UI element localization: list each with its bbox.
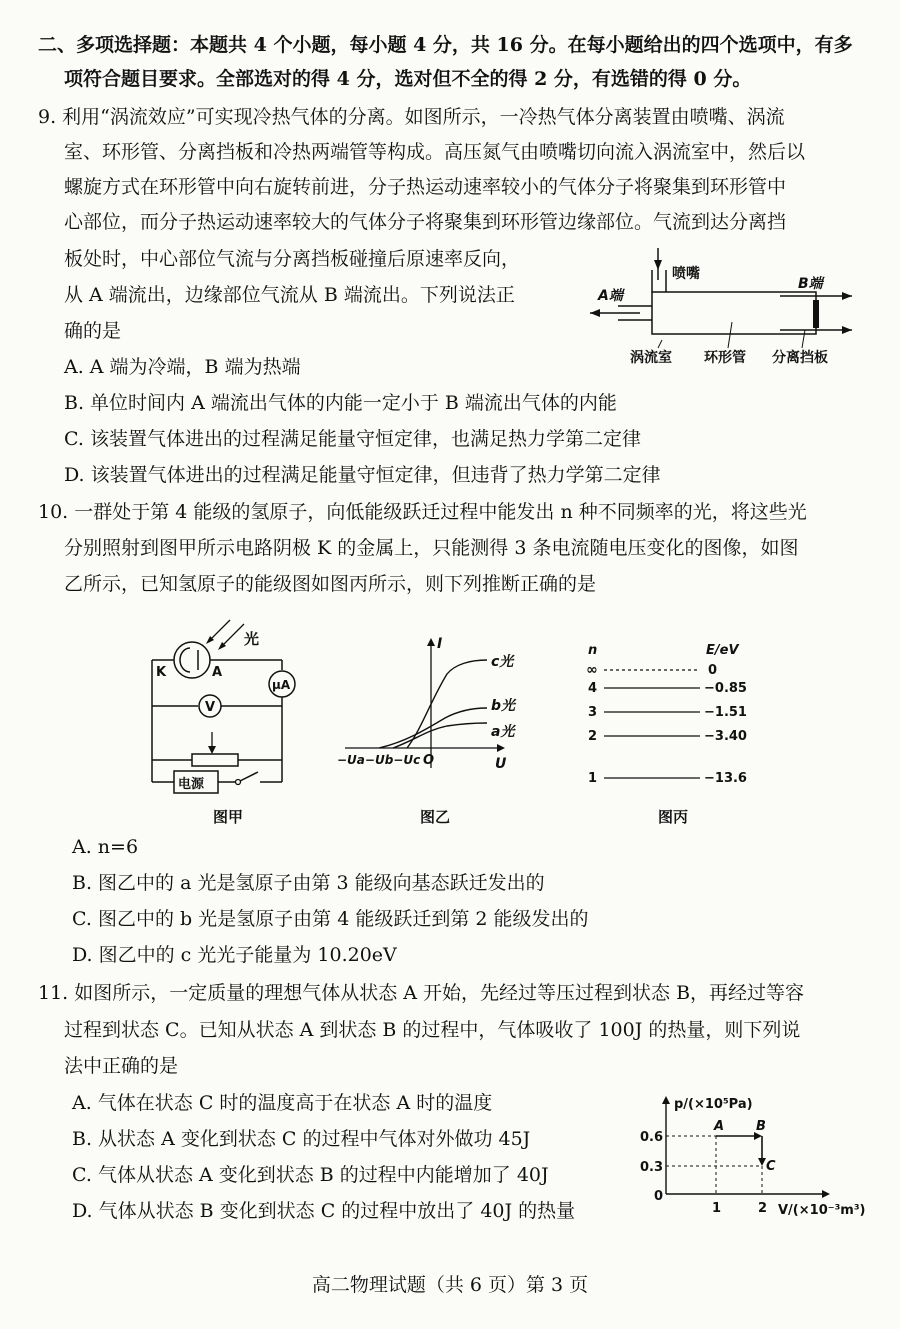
page-footer: 高二物理试题（共 6 页）第 3 页 <box>311 1274 589 1296</box>
level-n-header: n <box>588 643 598 658</box>
origin-label: O <box>423 753 435 768</box>
nozzle-label: 喷嘴 <box>672 266 700 282</box>
vortex-tube-figure <box>580 240 870 370</box>
microammeter-label: μA <box>272 678 291 692</box>
level-1-n: 1 <box>588 771 598 786</box>
q10-option-d: D. 图乙中的 c 光光子能量为 10.20eV <box>72 944 397 966</box>
q9-option-a: A. A 端为冷端，B 端为热端 <box>64 356 301 378</box>
q10-option-c: C. 图乙中的 b 光是氢原子由第 4 能级跃迁到第 2 能级发出的 <box>72 908 589 930</box>
q10-line-3: 乙所示，已知氢原子的能级图如图丙所示，则下列推断正确的是 <box>64 573 597 595</box>
baffle-label: 分离挡板 <box>772 350 828 366</box>
level-1-e: −13.6 <box>704 771 747 786</box>
q11-option-b: B. 从状态 A 变化到状态 C 的过程中气体对外做功 45J <box>72 1128 531 1150</box>
cathode-k-label: K <box>156 665 167 680</box>
v-tick-1: 1 <box>712 1201 722 1216</box>
level-4-n: 4 <box>588 681 598 696</box>
section-header-line2: 项符合题目要求。全部选对的得 4 分，选对但不全的得 2 分，有选错的得 0 分。 <box>64 68 752 90</box>
a-end-label: A端 <box>598 288 623 304</box>
curve-c-label: c光 <box>491 654 514 670</box>
q11-option-d: D. 气体从状态 B 变化到状态 C 的过程中放出了 40J 的热量 <box>72 1200 576 1222</box>
q10-line-2: 分别照射到图甲所示电路阴极 K 的金属上，只能测得 3 条电流随电压变化的图像，如图 <box>64 537 799 559</box>
q9-option-d: D. 该装置气体进出的过程满足能量守恒定律，但违背了热力学第二定律 <box>64 464 661 486</box>
state-c-label: C <box>766 1159 776 1174</box>
axis-u-label: U <box>495 756 507 772</box>
v-tick-2: 2 <box>758 1201 768 1216</box>
p-tick-06: 0.6 <box>640 1130 664 1145</box>
voltmeter-label: V <box>205 700 216 715</box>
level-4-e: −0.85 <box>704 681 747 696</box>
level-3-e: −1.51 <box>704 705 747 720</box>
level-inf-e: 0 <box>708 663 718 678</box>
q10-line-1: 10. 一群处于第 4 能级的氢原子，向低能级跃迁过程中能发出 n 种不同频率的光，将这些光 <box>38 501 807 523</box>
energy-level-figure <box>580 640 760 790</box>
figure-yi-caption: 图乙 <box>420 808 451 826</box>
curve-a-label: a光 <box>491 724 515 740</box>
curve-b <box>379 708 487 748</box>
q9-line-2: 室、环形管、分离挡板和冷热两端管等构成。高压氮气由喷嘴切向流入涡流室中，然后以 <box>64 141 806 163</box>
ring-tube-label: 环形管 <box>704 350 746 366</box>
q11-line-2: 过程到状态 C。已知从状态 A 到状态 B 的过程中，气体吸收了 100J 的热量，则下列说 <box>64 1019 801 1041</box>
p-axis-label: p/(×10⁵Pa) <box>674 1097 753 1112</box>
level-2-n: 2 <box>588 729 598 744</box>
q9-line-1: 9. 利用“涡流效应”可实现冷热气体的分离。如图所示，一冷热气体分离装置由喷嘴、涡流 <box>38 106 785 128</box>
b-end-label: B端 <box>798 276 823 292</box>
origin-zero-label: 0 <box>654 1189 664 1204</box>
state-a-label: A <box>714 1119 725 1134</box>
v-axis-label: V/(×10⁻³m³) <box>778 1203 866 1218</box>
level-inf-n: ∞ <box>586 662 598 678</box>
q9-line-4: 心部位，而分子热运动速率较大的气体分子将聚集到环形管边缘部位。气流到达分离挡 <box>64 211 787 233</box>
q9-option-c: C. 该装置气体进出的过程满足能量守恒定律，也满足热力学第二定律 <box>64 428 641 450</box>
curve-b-label: b光 <box>491 698 516 714</box>
circuit-figure <box>140 610 310 800</box>
q9-line-6: 从 A 端流出，边缘部位气流从 B 端流出。下列说法正 <box>64 284 515 306</box>
pv-graph-figure <box>640 1090 870 1220</box>
p-tick-03: 0.3 <box>640 1160 664 1175</box>
q11-line-3: 法中正确的是 <box>64 1055 179 1077</box>
q9-line-3: 螺旋方式在环形管中向右旋转前进，分子热运动速率较小的气体分子将聚集到环形管中 <box>64 176 787 198</box>
anode-a-label: A <box>212 665 223 680</box>
level-2-e: −3.40 <box>704 729 747 744</box>
q11-option-a: A. 气体在状态 C 时的温度高于在状态 A 时的温度 <box>72 1092 493 1114</box>
figure-jia-caption: 图甲 <box>213 808 244 826</box>
power-source-label: 电源 <box>178 777 205 792</box>
curve-a <box>393 723 487 748</box>
figure-bing-caption: 图丙 <box>658 808 689 826</box>
q9-line-5: 板处时，中心部位气流与分离挡板碰撞后原速率反向， <box>64 248 521 270</box>
q10-option-b: B. 图乙中的 a 光是氢原子由第 3 能级向基态跃迁发出的 <box>72 872 545 894</box>
stopping-voltage-ticks: −Ua−Ub−Uc <box>337 753 421 767</box>
curve-c <box>407 660 487 748</box>
q9-option-b: B. 单位时间内 A 端流出气体的内能一定小于 B 端流出气体的内能 <box>64 392 617 414</box>
state-b-label: B <box>756 1119 766 1134</box>
q9-line-7: 确的是 <box>64 320 122 342</box>
section-header-line1: 二、多项选择题：本题共 4 个小题，每小题 4 分，共 16 分。在每小题给出的四个选项中，有多 <box>38 34 853 56</box>
q10-option-a: A. n=6 <box>72 836 139 858</box>
iu-curve-figure <box>335 630 535 780</box>
q11-line-1: 11. 如图所示，一定质量的理想气体从状态 A 开始，先经过等压过程到状态 B，再经过等容 <box>38 982 805 1004</box>
axis-i-label: I <box>437 636 443 652</box>
level-3-n: 3 <box>588 705 598 720</box>
light-label: 光 <box>244 630 260 648</box>
q11-option-c: C. 气体从状态 A 变化到状态 B 的过程中内能增加了 40J <box>72 1164 549 1186</box>
level-e-header: E/eV <box>706 643 739 658</box>
vortex-chamber-label: 涡流室 <box>630 350 672 366</box>
